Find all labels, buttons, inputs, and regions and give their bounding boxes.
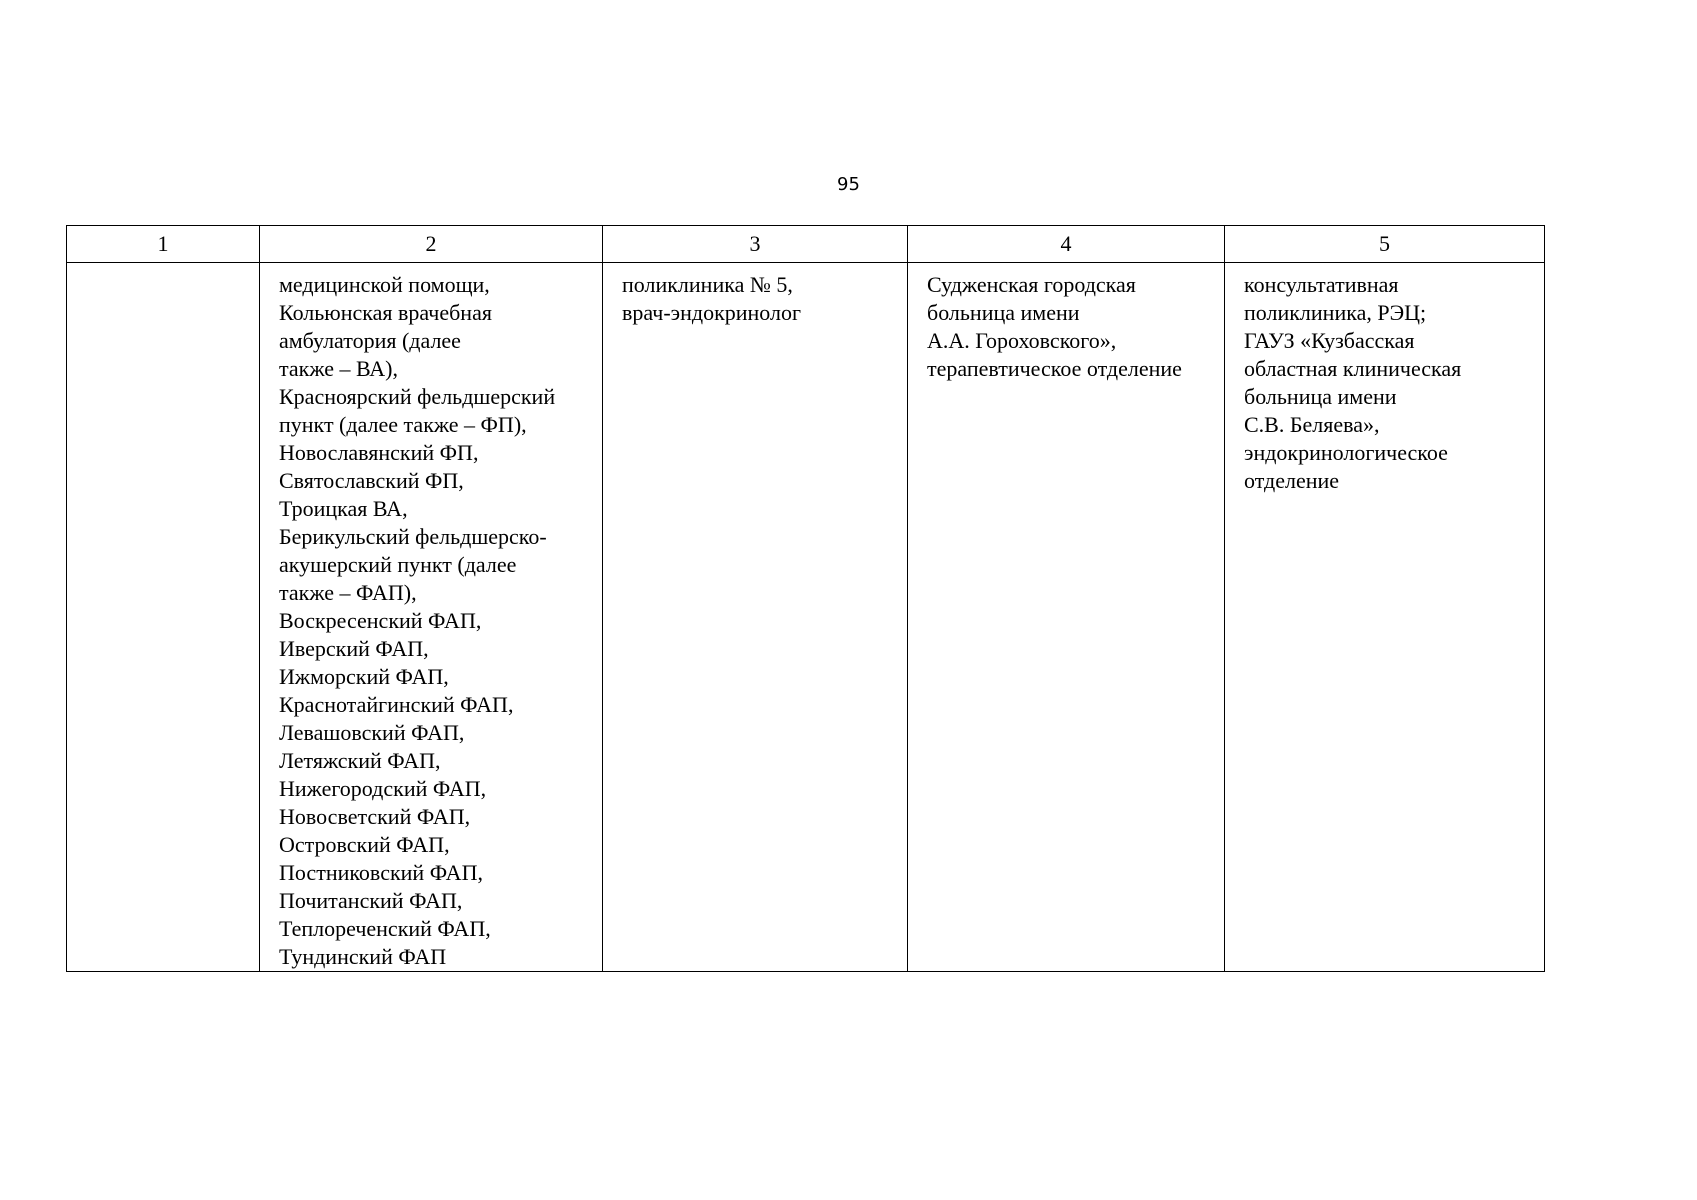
cell-line: Ижморский ФАП, [279,664,449,689]
cell-col5 [1225,263,1545,972]
cell-line: Нижегородский ФАП, [279,776,487,801]
cell-line: областная клиническая [1244,356,1462,381]
cell-line: также – ВА), [279,356,399,381]
cell-line: Святославский ФП, [279,468,464,493]
cell-line: Почитанский ФАП, [279,888,463,913]
cell-line: ГАУЗ «Кузбасская [1244,328,1415,353]
cell-line: А.А. Гороховского», [927,328,1117,353]
cell-line: также – ФАП), [279,580,417,605]
cell-col1 [67,263,260,972]
cell-line: врач-эндокринолог [622,300,802,325]
cell-line: Новославянский ФП, [279,440,479,465]
cell-line: терапевтическое отделение [927,356,1182,381]
cell-col3 [603,263,908,972]
table-row [67,263,1545,972]
cell-line: поликлиника, РЭЦ; [1244,300,1427,325]
column-header-3: 3 [603,226,908,263]
cell-line: Островский ФАП, [279,832,450,857]
cell-line: амбулатория (далее [279,328,461,353]
table-header-row [67,226,1545,263]
cell-line: Троицкая ВА, [279,496,408,521]
column-header-2: 2 [260,226,603,263]
cell-line: эндокринологическое [1244,440,1448,465]
cell-line: консультативная [1244,272,1399,297]
cell-line: Постниковский ФАП, [279,860,483,885]
cell-line: пункт (далее также – ФП), [279,412,527,437]
cell-line: отделение [1244,468,1340,493]
cell-line: Судженская городская [927,272,1136,297]
cell-line: медицинской помощи, [279,272,490,297]
cell-line: Воскресенский ФАП, [279,608,482,633]
cell-line: Краснотайгинский ФАП, [279,692,514,717]
cell-line: Берикульский фельдшерско- [279,524,547,549]
column-header-1: 1 [67,226,260,263]
cell-line: поликлиника № 5, [622,272,793,297]
column-header-5: 5 [1225,226,1545,263]
cell-line: больница имени [927,300,1080,325]
cell-line: Красноярский фельдшерский [279,384,556,409]
cell-col4 [908,263,1225,972]
column-header-4: 4 [908,226,1225,263]
cell-line: Летяжский ФАП, [279,748,441,773]
cell-col2 [260,263,603,972]
cell-line: больница имени [1244,384,1397,409]
cell-line: Кольюнская врачебная [279,300,492,325]
cell-line: Новосветский ФАП, [279,804,471,829]
cell-line: Тундинский ФАП [279,944,447,969]
cell-line: Иверский ФАП, [279,636,429,661]
cell-line: Левашовский ФАП, [279,720,465,745]
page-number: 95 [837,174,860,195]
cell-line: Теплореченский ФАП, [279,916,491,941]
cell-line: акушерский пункт (далее [279,552,517,577]
cell-line: С.В. Беляева», [1244,412,1380,437]
document-table [66,225,1545,972]
